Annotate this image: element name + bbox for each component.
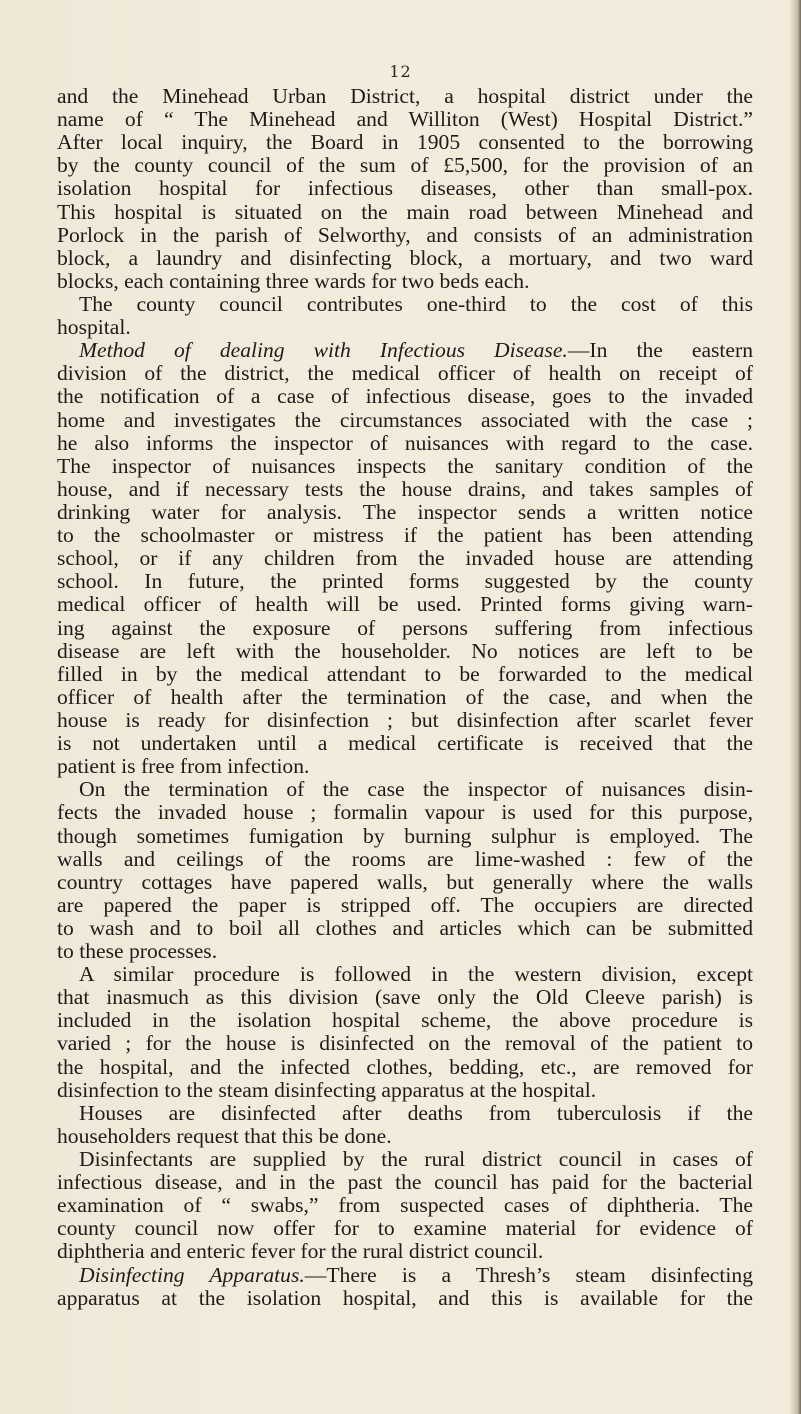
text-line: school. In future, the printed forms suggested by the county: [57, 569, 753, 594]
section-heading-disinfecting-apparatus: Disinfecting Apparatus.: [79, 1262, 305, 1287]
text-line: medical officer of health will be used. Printed forms giving warn-: [57, 592, 753, 617]
text-line: fects the invaded house ; formalin vapour is used for this purpose,: [57, 800, 753, 825]
text-line: The inspector of nuisances inspects the sanitary condition of the: [57, 453, 753, 478]
text-line: officer of health after the termination of the case, and when the: [57, 684, 753, 709]
text-line: walls and ceilings of the rooms are lime-washed : few of the: [57, 846, 753, 871]
text-line: to the schoolmaster or mistress if the patient has been attending: [57, 523, 753, 548]
text-line: This hospital is situated on the main road between Minehead and: [57, 199, 753, 224]
text-line: home and investigates the circumstances associated with the case ;: [57, 407, 753, 432]
page-number: 12: [389, 62, 412, 81]
text-line: house is ready for disinfection ; but disinfection after scarlet fever: [57, 707, 753, 732]
text-line: to these processes.: [57, 939, 218, 964]
text-line: ing against the exposure of persons suffering from infectious: [57, 615, 753, 640]
text-line: disinfection to the steam disinfecting apparatus at the hospital.: [57, 1077, 597, 1102]
text-line: The county council contributes one-third to the cost of this: [79, 291, 753, 316]
text-line: the notification of a case of infectious disease, goes to the invaded: [57, 384, 753, 409]
text-line: county council now offer for to examine material for evidence of: [57, 1216, 753, 1241]
text-line: blocks, each containing three wards for two beds each.: [57, 268, 530, 293]
paragraph-heading-line: [57, 339, 753, 362]
text-line: school, or if any children from the invaded house are attending: [57, 546, 753, 571]
text-line: A similar procedure is followed in the western division, except: [79, 962, 753, 987]
text-line: the hospital, and the infected clothes, bedding, etc., are removed for: [57, 1054, 753, 1079]
section-heading-method: Method of dealing with Infectious Disease.: [79, 338, 568, 363]
text-line: isolation hospital for infectious diseases, other than small-pox.: [57, 176, 753, 201]
text-line: name of “ The Minehead and Williton (West) Hospital District.”: [57, 107, 753, 132]
text-line: block, a laundry and disinfecting block, a mortuary, and two ward: [57, 245, 753, 270]
text-line: that inasmuch as this division (save only the Old Cleeve parish) is: [57, 985, 753, 1010]
text-line: to wash and to boil all clothes and articles which can be submitted: [57, 915, 753, 940]
text-line: varied ; for the house is disinfected on the removal of the patient to: [57, 1031, 753, 1056]
paragraph-heading-line: [57, 1264, 753, 1287]
text-line: Houses are disinfected after deaths from tuberculosis if the: [79, 1100, 753, 1125]
text-line: is not undertaken until a medical certificate is received that the: [57, 731, 753, 756]
text-line: country cottages have papered walls, but generally where the walls: [57, 869, 753, 894]
body-text: [57, 85, 753, 1310]
text-line: After local inquiry, the Board in 1905 consented to the borrowing: [57, 130, 753, 155]
text-line: drinking water for analysis. The inspector sends a written notice: [57, 499, 753, 524]
text-line: by the county council of the sum of £5,500, for the provision of an: [57, 153, 753, 178]
text-line: householders request that this be done.: [57, 1123, 392, 1148]
text-line: though sometimes fumigation by burning sulphur is employed. The: [57, 823, 753, 848]
text-line: infectious disease, and in the past the council has paid for the bacterial: [57, 1170, 753, 1195]
text-line-fragment: —In the eastern: [567, 338, 754, 363]
text-line: diphtheria and enteric fever for the rural district council.: [57, 1239, 544, 1264]
text-line-fragment: —There is a Thresh’s steam disinfecting: [304, 1262, 753, 1287]
text-line: apparatus at the isolation hospital, and this is available for the: [57, 1285, 753, 1310]
text-line: division of the district, the medical officer of health on receipt of: [57, 361, 753, 386]
text-line: house, and if necessary tests the house drains, and takes samples of: [57, 476, 753, 501]
text-line: filled in by the medical attendant to be forwarded to the medical: [57, 661, 753, 686]
text-line: patient is free from infection.: [57, 754, 310, 779]
text-line: On the termination of the case the inspector of nuisances disin-: [79, 777, 753, 802]
text-line: disease are left with the householder. No notices are left to be: [57, 638, 753, 663]
text-line: he also informs the inspector of nuisances with regard to the case.: [57, 430, 753, 455]
text-line: are papered the paper is stripped off. The occupiers are directed: [57, 892, 753, 917]
text-line: and the Minehead Urban District, a hospital district under the: [57, 84, 753, 108]
text-line: hospital.: [57, 315, 131, 340]
text-line: examination of “ swabs,” from suspected cases of diphtheria. The: [57, 1193, 753, 1218]
text-line: Disinfectants are supplied by the rural district council in cases of: [79, 1147, 753, 1172]
text-line: Porlock in the parish of Selworthy, and consists of an administration: [57, 222, 753, 247]
text-line: included in the isolation hospital scheme, the above procedure is: [57, 1008, 753, 1033]
page-edge-shadow: [789, 0, 801, 1414]
